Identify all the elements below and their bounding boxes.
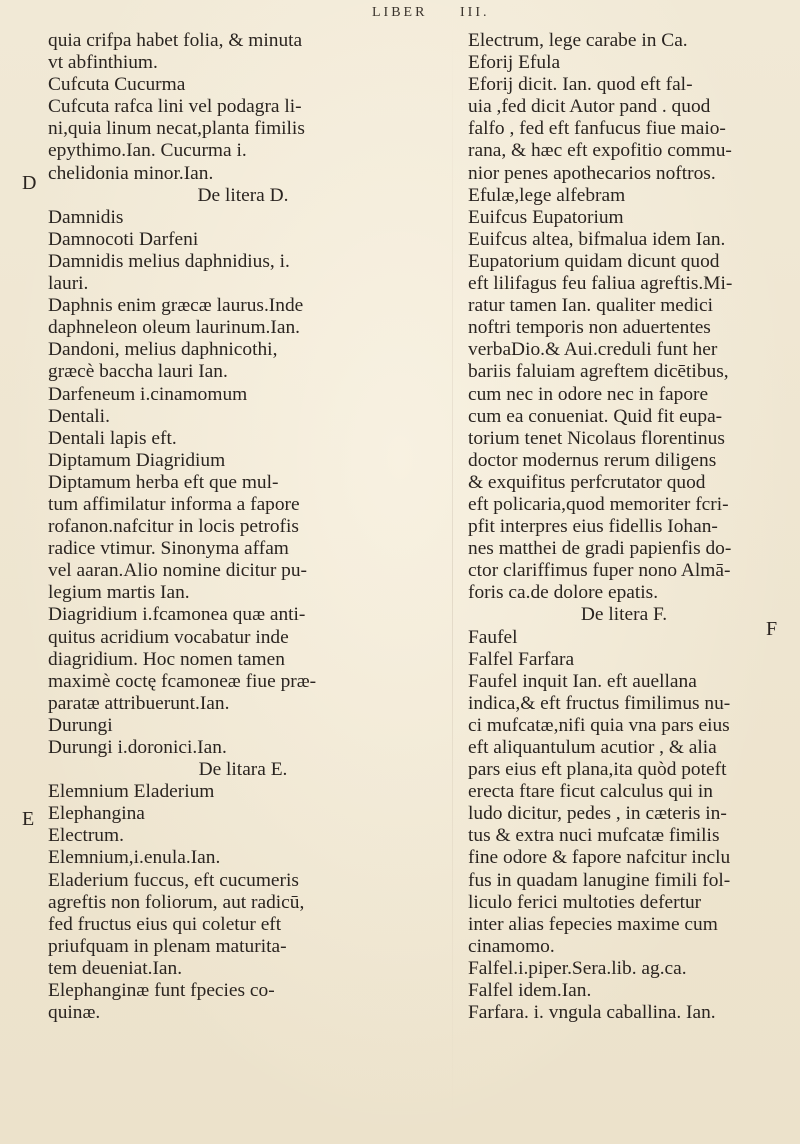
left-text-line: Diptamum herba eft que mul-: [48, 471, 279, 493]
right-text-line: Faufel: [468, 626, 518, 648]
running-header: [0, 2, 800, 24]
left-text-line: Diagridium i.fcamonea quæ anti-: [48, 604, 306, 626]
left-text-line: Damnidis melius daphnidius, i.: [48, 250, 290, 272]
right-text-line: tus & extra nuci mufcatæ fimilis: [468, 825, 720, 847]
left-text-line: ni,quia linum necat,planta fimilis: [48, 118, 305, 140]
left-text-line: quia crifpa habet folia, & minuta: [48, 30, 303, 51]
right-text-line: Efulæ,lege alfebram: [468, 184, 626, 206]
right-text-line: Falfel idem.Ian.: [468, 980, 592, 1002]
right-text-line: uia ,fed dicit Autor pand . quod: [468, 96, 711, 118]
left-text-line: agreftis non foliorum, aut radicū,: [48, 891, 305, 913]
right-text-line: ratur tamen Ian. qualiter medici: [468, 295, 713, 317]
left-section-heading: De litara E.: [198, 759, 288, 781]
left-text-line: maximè coctę fcamoneæ fiue præ-: [48, 670, 317, 692]
right-text-line: doctor modernus rerum diligens: [468, 449, 717, 471]
left-text-line: fed fructus eius qui coletur eft: [48, 913, 282, 935]
right-text-line: fine odore & fapore nafcitur inclu: [468, 847, 731, 869]
left-text-line: quitus acridium vocabatur inde: [48, 626, 289, 648]
right-text-line: Eupatorium quidam dicunt quod: [468, 250, 720, 272]
right-text-line: nes matthei de gradi papienfis do-: [468, 538, 732, 560]
left-text-line: Cufcuta rafca lini vel podagra li-: [48, 96, 302, 118]
right-text-line: inter alias fepecies maxime cum: [468, 913, 718, 935]
left-text-line: Durungi: [48, 714, 113, 736]
right-text-line: fus in quadam lanugine fimili fol-: [468, 869, 731, 891]
right-text-line: noftri temporis non aduertentes: [468, 317, 711, 339]
right-text-line: Farfara. i. vngula caballina. Ian.: [468, 1002, 716, 1024]
right-section-heading: De litera F.: [580, 604, 668, 626]
left-text-line: Diptamum Diagridium: [48, 449, 226, 471]
right-text-line: Electrum, lege carabe in Ca.: [468, 30, 688, 51]
right-text-line: indica,& eft fructus fimilimus nu-: [468, 692, 731, 714]
left-text-line: Electrum.: [48, 825, 124, 847]
left-text-line: Elemnium,i.enula.Ian.: [48, 847, 221, 869]
header-book-label: LIBER: [372, 5, 428, 20]
left-text-line: Eladerium fuccus, eft cucumeris: [48, 869, 299, 891]
right-text-line: pfit interpres eius fidellis Iohan-: [468, 516, 718, 538]
right-text-line: ctor clariffimus fuper nono Almā-: [468, 560, 731, 582]
right-text-line: bariis faluiam agreftem dicētibus,: [468, 361, 729, 383]
right-text-line: nior penes apothecarios noftros.: [468, 162, 716, 184]
left-text-line: lauri.: [48, 273, 89, 295]
left-text-line: Durungi i.doronici.Ian.: [48, 737, 227, 758]
left-text-line: vt abfinthium.: [48, 52, 158, 74]
right-text-line: cum nec in odore nec in fapore: [468, 383, 709, 405]
left-text-line: Damnidis: [48, 206, 124, 228]
left-text-line: daphneleon oleum laurinum.Ian.: [48, 317, 301, 339]
left-text-line: chelidonia minor.Ian.: [48, 162, 214, 184]
left-text-line: tem deueniat.Ian.: [48, 957, 183, 979]
left-text-line: græcè baccha lauri Ian.: [48, 361, 228, 383]
right-text-line: Faufel inquit Ian. eft auellana: [468, 670, 697, 692]
right-text-line: ludo dicitur, pedes , in cæteris in-: [468, 803, 727, 825]
right-text-line: pars eius eft plana,ita quòd poteft: [468, 759, 727, 781]
right-text-column: [468, 30, 780, 1024]
left-text-line: diagridium. Hoc nomen tamen: [48, 648, 285, 670]
right-text-line: Euifcus altea, bifmalua idem Ian.: [468, 228, 726, 250]
left-text-line: Dandoni, melius daphnicothi,: [48, 339, 278, 361]
right-text-line: cinamomo.: [468, 935, 555, 957]
left-text-line: vel aaran.Alio nomine dicitur pu-: [48, 560, 307, 582]
left-text-line: Elemnium Eladerium: [48, 781, 215, 803]
left-text-line: Damnocoti Darfeni: [48, 228, 199, 250]
right-text-line: verbaDio.& Aui.creduli funt her: [468, 339, 718, 361]
column-gutter: [452, 20, 453, 1130]
left-text-line: Dentali.: [48, 405, 110, 427]
left-text-line: Elephanginæ funt fpecies co-: [48, 980, 275, 1002]
right-text-line: erecta ftare ficut calculus qui in: [468, 781, 713, 803]
right-text-line: & exquifitus perfcrutator quod: [468, 471, 706, 493]
left-text-line: Elephangina: [48, 803, 145, 825]
left-text-column: [48, 30, 438, 1024]
left-text-line: Cufcuta Cucurma: [48, 74, 186, 96]
left-text-line: priufquam in plenam maturita-: [48, 935, 287, 957]
left-text-line: paratæ attribuerunt.Ian.: [48, 692, 230, 714]
right-text-line: eft policaria,quod memoriter fcri-: [468, 493, 729, 515]
right-text-line: foris ca.de dolore epatis.: [468, 582, 659, 604]
marginal-letter-d: D: [22, 172, 37, 194]
right-text-line: Falfel Farfara: [468, 648, 575, 670]
left-text-line: Daphnis enim græcæ laurus.Inde: [48, 295, 304, 317]
right-text-line: Eforij Efula: [468, 52, 561, 74]
marginal-letter-e: E: [22, 808, 35, 830]
left-text-line: quinæ.: [48, 1002, 101, 1024]
left-text-line: Darfeneum i.cinamomum: [48, 383, 248, 405]
right-text-line: Falfel.i.piper.Sera.lib. ag.ca.: [468, 957, 687, 979]
right-text-line: ci mufcatæ,nifi quia vna pars eius: [468, 714, 730, 736]
right-text-line: Euifcus Eupatorium: [468, 206, 624, 228]
left-text-line: Dentali lapis eft.: [48, 427, 177, 449]
header-book-number: III.: [460, 5, 490, 20]
right-text-line: rana, & hæc eft expofitio commu-: [468, 140, 732, 162]
left-text-line: tum affimilatur informa a fapore: [48, 493, 300, 515]
right-text-line: eft aliquantulum acutior , & alia: [468, 737, 717, 758]
right-text-line: eft lilifagus feu faliua agreftis.Mi-: [468, 273, 733, 295]
right-text-line: falfo , fed eft fanfucus fiue maio-: [468, 118, 726, 140]
left-text-line: legium martis Ian.: [48, 582, 190, 604]
right-text-line: torium tenet Nicolaus florentinus: [468, 427, 725, 449]
right-text-line: Eforij dicit. Ian. quod eft fal-: [468, 74, 693, 96]
left-text-line: rofanon.nafcitur in locis petrofis: [48, 516, 299, 538]
right-text-line: liculo ferici multoties defertur: [468, 891, 702, 913]
left-section-heading: De litera D.: [197, 184, 289, 206]
marginal-letter-f: F: [766, 618, 778, 640]
left-text-line: epythimo.Ian. Cucurma i.: [48, 140, 247, 162]
right-text-line: cum ea conueniat. Quid fit eupa-: [468, 405, 723, 427]
left-text-line: radice vtimur. Sinonyma affam: [48, 538, 289, 560]
